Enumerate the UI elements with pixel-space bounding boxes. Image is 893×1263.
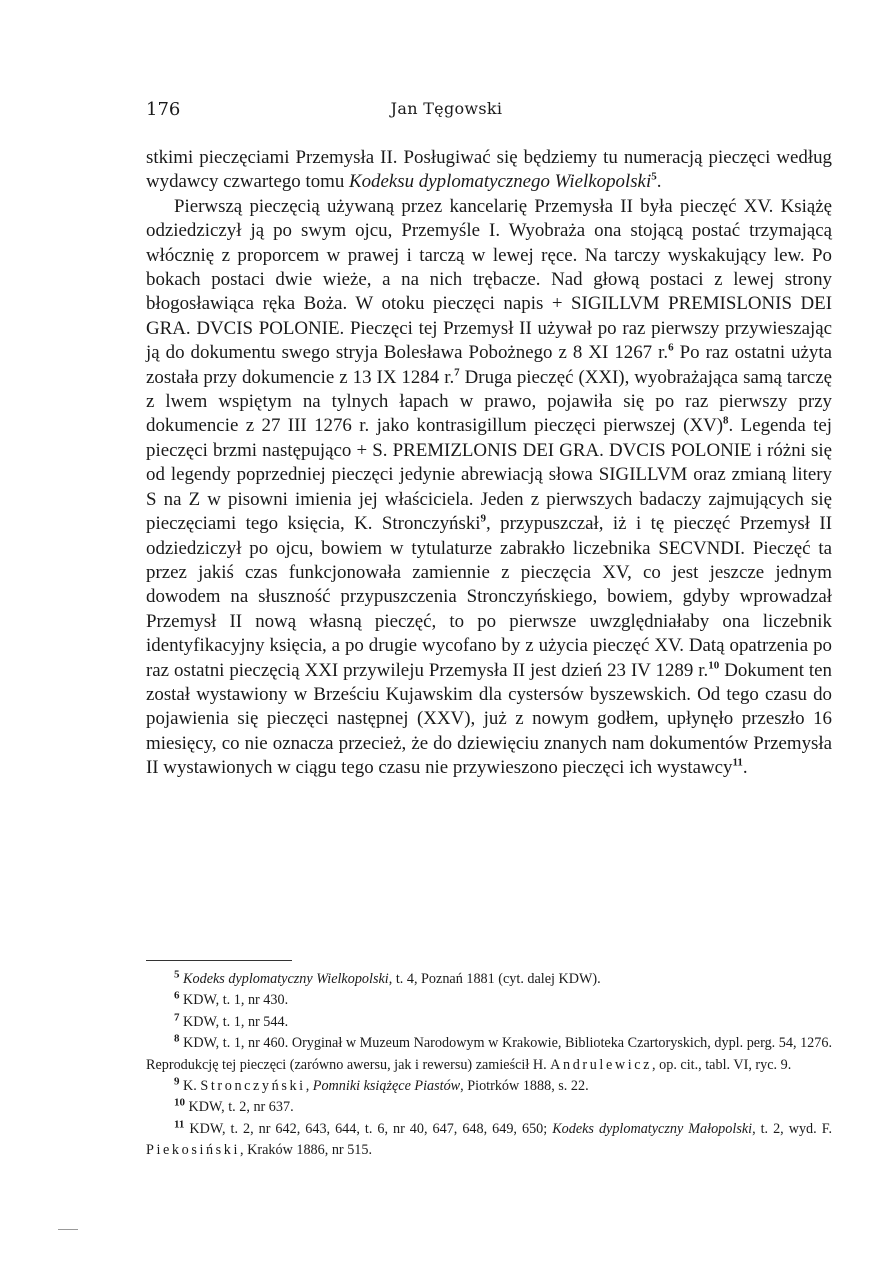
text-run: K.: [183, 1078, 197, 1095]
footnote-7: [146, 1012, 832, 1033]
footnote-number: 5: [174, 968, 180, 981]
italic-title: Kodeksu dyplomatycznego Wielkopolski: [349, 171, 652, 193]
italic-title: Kodeks dyplomatyczny Wielkopolski: [183, 971, 389, 987]
footnote-ref[interactable]: 10: [708, 659, 720, 672]
footnote-ref[interactable]: 7: [454, 366, 460, 379]
text-run: , przypuszczał, iż i tę pieczęć Przemysł II odziedziczył po ojcu, bowiem w tytulaturze zabrakło liczebnika SECVNDI. Pieczęć ta przez jakiś czas funkcjonowała zamiennie z pieczęcia XV, co jest jeszcze jednym dowodem na słuszność przypuszczenia Stronczyńskiego, bowiem, gdyby wprowadzał Przemysł II nową własną pieczęć, to po pierwsze uwzględniałaby ona liczebnik identyfikacyjny księcia, a po drugie wycofano by z użycia pieczęć XV. Datą opatrzenia po raz ostatni pieczęcią XXI przywileju Przemysła II jest dzień 23 IV 1289 r.: [146, 513, 832, 681]
spaced-author-name: Piekosiński: [146, 1142, 241, 1159]
text-run: KDW, t. 2, nr 642, 643, 644, t. 6, nr 40, 647, 648, 649, 650;: [189, 1120, 553, 1137]
footnote-number: 6: [174, 989, 180, 1002]
footnote-ref[interactable]: 5: [651, 171, 657, 184]
footnotes: [146, 969, 832, 1162]
text-run: . Legenda tej pieczęci brzmi następująco + S. PREMIZLONIS DEI GRA. DVCIS POLONIE i różni się od legendy poprzedniej pieczęci jedynie abrewiacją słowa SIGILLVM oraz zmianą litery S na Z w pisowni imienia jej właściciela. Jeden z pierwszych badaczy zajmujących się pieczęciami tego księcia, K. Stronczyński: [146, 415, 832, 535]
footnote-number: 10: [174, 1096, 185, 1109]
footnote-ref[interactable]: 11: [732, 756, 743, 769]
text-run: , Kraków 1886, nr 515.: [240, 1142, 373, 1159]
text-run: KDW, t. 1, nr 460. Oryginał w Muzeum Narodowym w Krakowie, Biblioteka Czartoryskich, dypl. perg. 54, 1276. Reprodukcję tej pieczęci (zarówno awersu, jak i rewersu) zamieścił H.: [146, 1035, 833, 1073]
running-head: Jan Tęgowski: [390, 99, 503, 118]
footnote-ref[interactable]: 9: [480, 512, 487, 525]
text-run: Po raz ostatni użyta została przy dokumencie z 13 IX 1284 r.: [146, 342, 832, 388]
text-run: KDW, t. 1, nr 544.: [183, 1013, 289, 1030]
footnote-number: 9: [174, 1075, 180, 1088]
text-run: , op. cit., tabl. VI, ryc. 9.: [652, 1056, 792, 1073]
text-run: Pierwszą pieczęcią używaną przez kancelarię Przemysła II była pieczęć XV. Książę odziedziczył ją po swym ojcu, Przemyśle I. Wyobraża ona stojącą postać trzymającą włócznię z proporcem w prawej i tarczą w lewej ręce. Na tarczy wyskakujący lew. Po bokach postaci dwie wieże, a na nich trębacze. Nad głową postaci z lewej strony błogosławiąca ręka Boża. W otoku pieczęci napis + SIGILLVM PREMISLONIS DEI GRA. DVCIS POLONIE. Pieczęci tej Przemysł II używał po raz pierwszy przywieszając ją do dokumentu swego stryja Bolesława Pobożnego z 8 XI 1267 r.: [146, 195, 832, 364]
text-run: KDW, t. 1, nr 430.: [183, 992, 289, 1009]
footnote-9: [146, 1076, 832, 1097]
text-run: , Piotrków 1888, s. 22.: [460, 1078, 589, 1095]
italic-title: Kodeks dyplomatyczny Małopolski: [552, 1120, 753, 1137]
page-number: 176: [146, 99, 181, 120]
paragraph-2: [146, 195, 832, 781]
body-text: [146, 146, 832, 781]
text-run: KDW, t. 2, nr 637.: [188, 1099, 294, 1116]
footnote-ref[interactable]: 6: [668, 341, 674, 354]
text-run: , t. 2, wyd. F.: [752, 1120, 832, 1137]
footnote-5: [146, 969, 832, 990]
footnote-rule: [146, 960, 292, 961]
text-run: Druga pieczęć (XXI), wyobrażająca samą tarczę z lwem wspiętym na tylnych łapach w prawo, pojawiła się po raz pierwszy przy dokumencie z 27 III 1276 r. jako kontrasigillum pieczęci pierwszej (XV): [146, 366, 832, 437]
footnote-10: [146, 1097, 832, 1118]
text-run: ,: [305, 1078, 313, 1095]
paragraph-1: [146, 146, 832, 195]
spaced-author-name: Andrulewicz: [550, 1056, 653, 1073]
italic-title: Pomniki książęce Piastów: [312, 1078, 461, 1095]
text-run: .: [742, 757, 748, 779]
footnote-number: 11: [174, 1118, 185, 1131]
footnote-6: [146, 990, 832, 1011]
spaced-author-name: Stronczyński: [200, 1078, 306, 1095]
footnote-number: 7: [174, 1011, 180, 1024]
footnote-11: [146, 1119, 832, 1162]
scan-mark: [58, 1229, 78, 1230]
text-run: .: [656, 171, 662, 193]
text-run: , t. 4, Poznań 1881 (cyt. dalej KDW).: [388, 971, 601, 987]
footnote-8: [146, 1033, 832, 1076]
text-run: Dokument ten został wystawiony w Brześciu Kujawskim dla cystersów byszewskich. Od tego czasu do pojawienia się pieczęci następnej (XXV), już z nowym godłem, upłynęło przeszło 16 miesięcy, co nie oznacza przecież, że do dziewięciu znanych nam dokumentów Przemysła II wystawionych w ciągu tego czasu nie przywieszono pieczęci ich wystawcy: [146, 659, 833, 779]
footnote-number: 8: [174, 1032, 180, 1045]
text-run: stkimi pieczęciami Przemysła II. Posługiwać się będziemy tu numeracją pieczęci według wydawcy czwartego tomu: [146, 147, 832, 193]
footnote-ref[interactable]: 8: [723, 415, 729, 428]
